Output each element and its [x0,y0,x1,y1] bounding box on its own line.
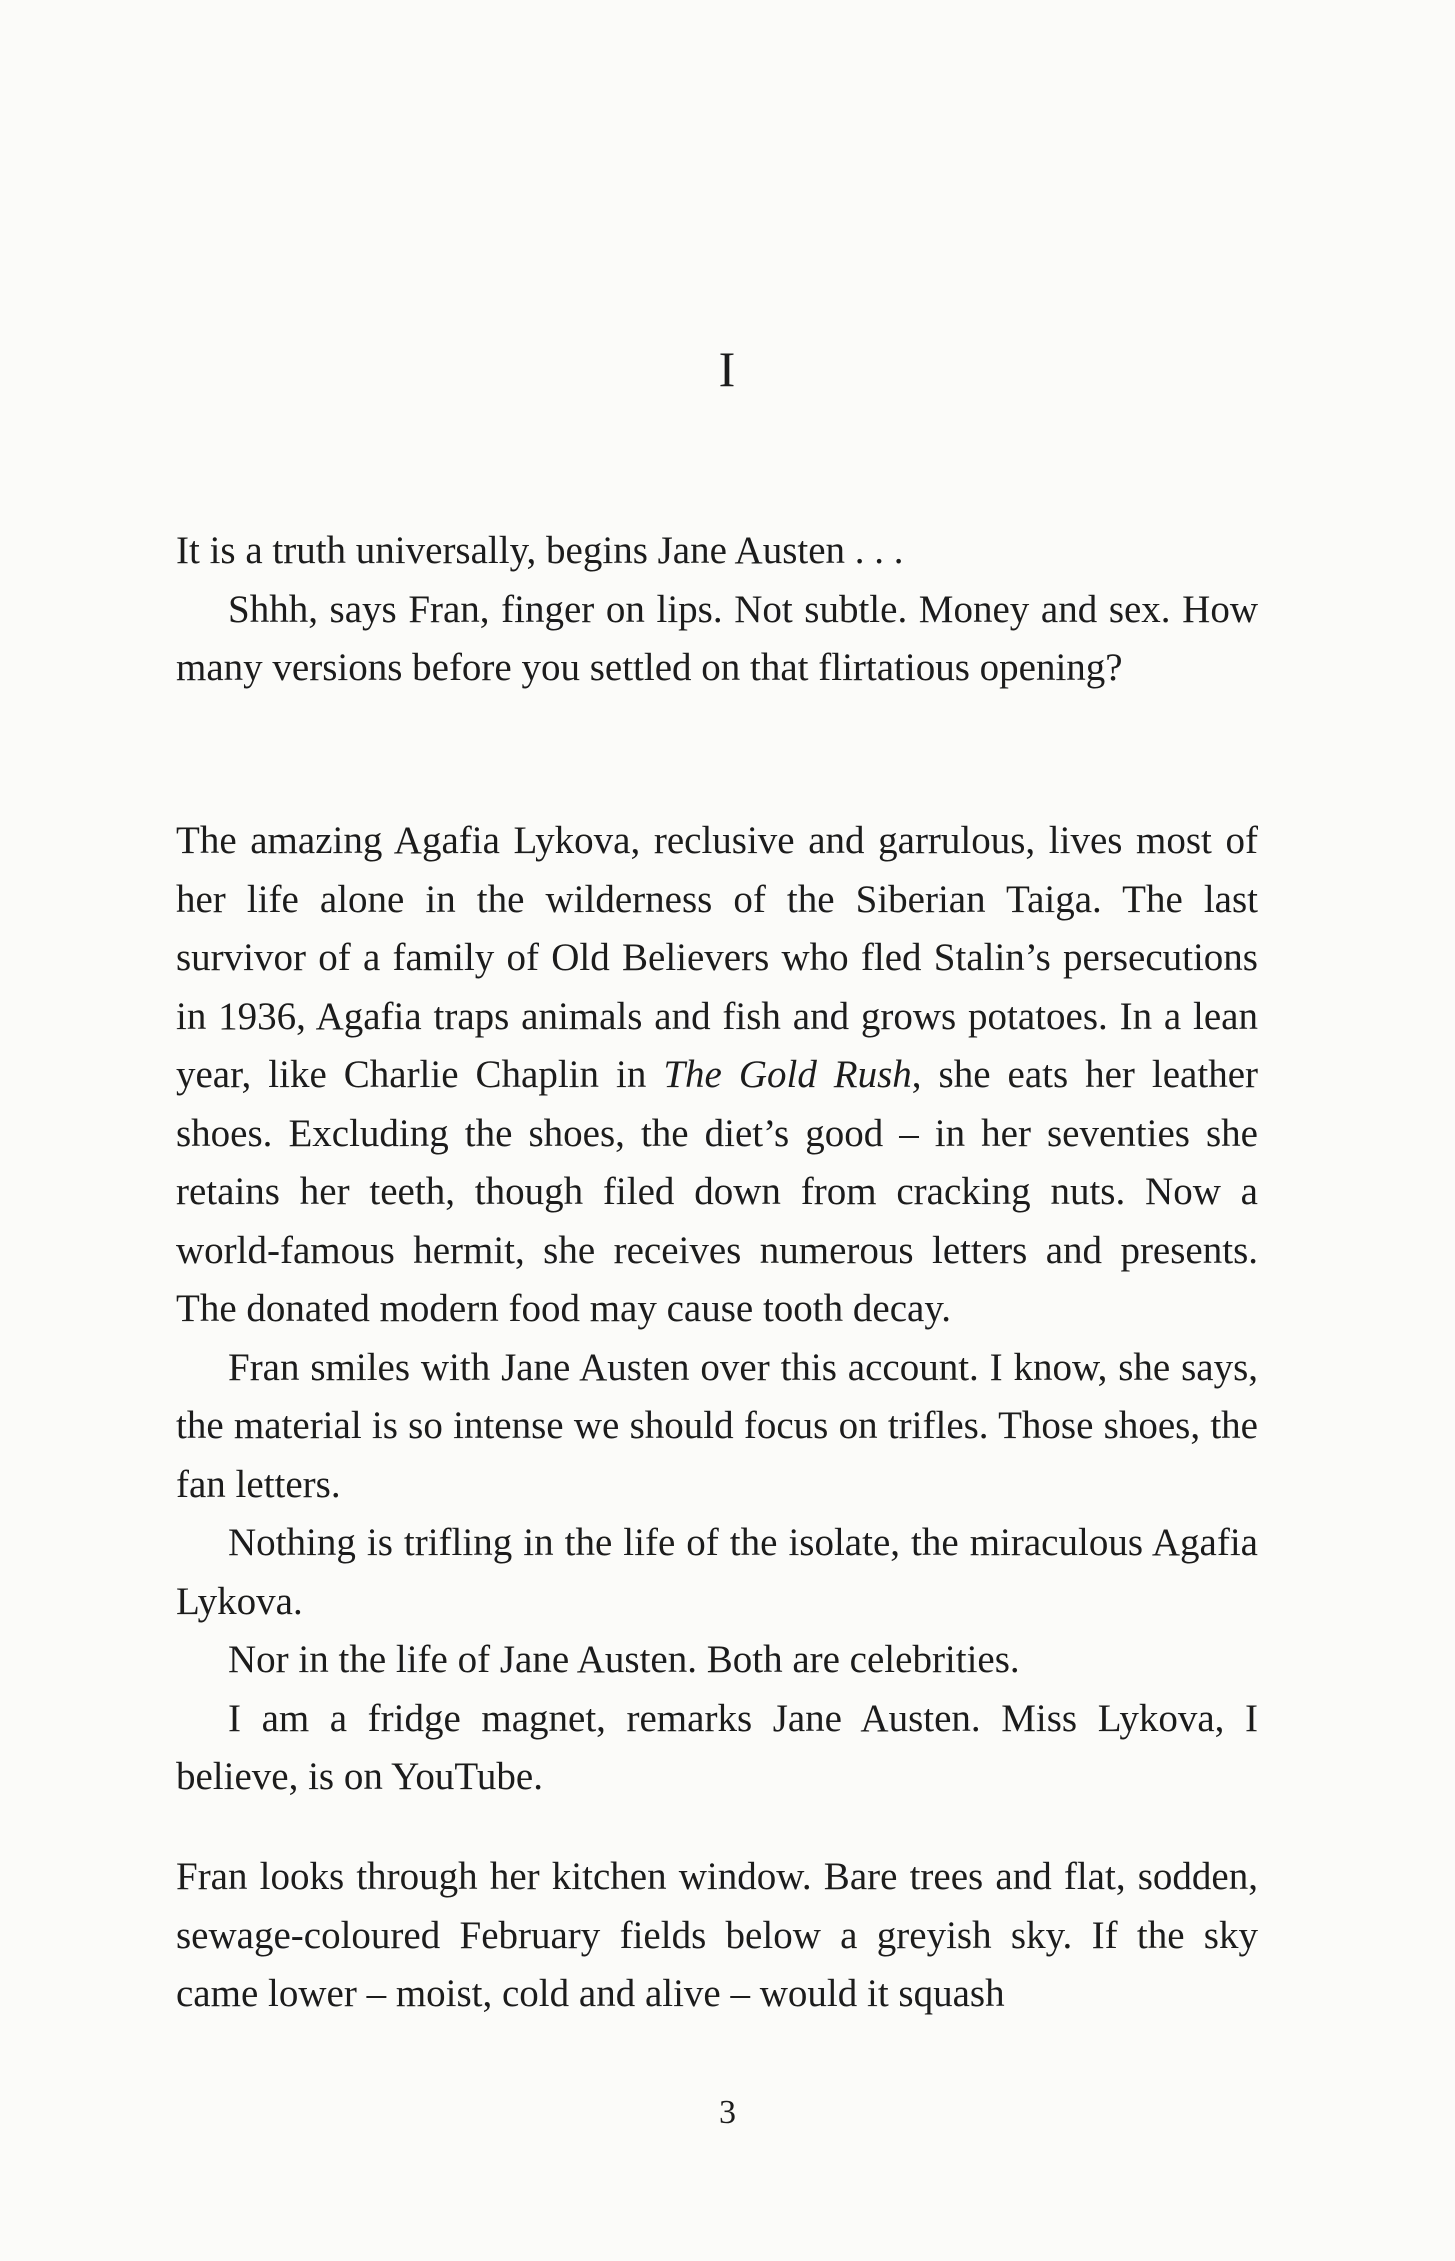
paragraph: It is a truth universally, begins Jane Austen . . . [176,529,904,572]
kitchen-section [176,1848,1258,2024]
page-number: 3 [719,2094,736,2131]
paragraph: Nothing is trifling in the life of the isolate, the miraculous Agafia Lykova. [176,1521,1258,1623]
opening-section [176,522,1258,698]
paragraph: I am a fridge magnet, remarks Jane Austen. Miss Lykova, I believe, is on YouTube. [176,1696,1258,1798]
film-title: The Gold Rush [663,1053,912,1096]
paragraph [176,812,1258,1339]
agafia-section [176,812,1258,1807]
paragraph: Fran smiles with Jane Austen over this account. I know, she says, the material is so intense we should focus on trifles. Those shoes, the fan letters. [176,1345,1258,1506]
paragraph: Fran looks through her kitchen window. Bare trees and flat, sodden, sewage-coloured February fields below a greyish sky. If the sky came lower – moist, cold and alive – would it squash [176,1855,1258,2015]
text-run: , she eats her leather shoes. Excluding the shoes, the diet’s good – in her seventies she retains her teeth, though filed down from cracking nuts. Now a world-famous hermit, she receives numerous letters and presents. The donated modern food may cause tooth decay. [176,1053,1258,1330]
text-run: The amazing Agafia Lykova, reclusive and garrulous, lives most of her life alone in the wilderness of the Siberian Taiga. The last survivor of a family of Old Believers who fled Stalin’s persecutions in 1936, Agafia traps animals and fish and grows potatoes. In a lean year, like Charlie Chaplin in [176,819,1258,1096]
paragraph: Shhh, says Fran, finger on lips. Not subtle. Money and sex. How many versions before you settled on that flirtatious opening? [176,587,1258,689]
paragraph: Nor in the life of Jane Austen. Both are celebrities. [228,1638,1020,1681]
chapter-number: I [718,341,737,397]
